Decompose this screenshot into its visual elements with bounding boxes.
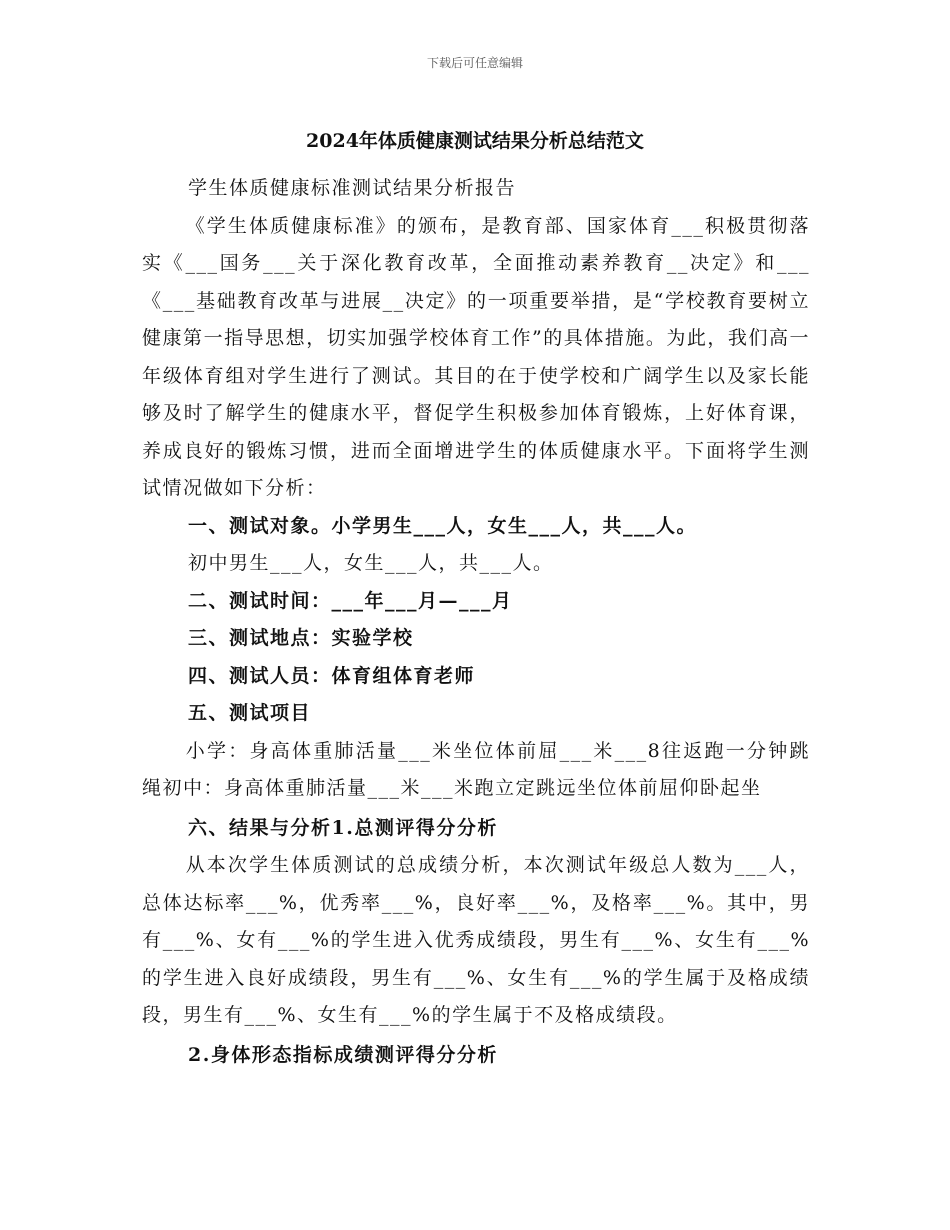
section-3-heading: 三、测试地点：实验学校 [188,627,414,649]
section-5-heading: 五、测试项目 [188,702,312,724]
section-5-content: 小学：身高体重肺活量___米坐位体前屈___米___8往返跑一分钟跳绳初中：身高体重肺活量___米___米跑立定跳远坐位体前屈仰卧起坐 [142,739,810,799]
report-subtitle: 学生体质健康标准测试结果分析报告 [188,177,517,199]
document-title: 2024年体质健康测试结果分析总结范文 [306,130,644,152]
section-1-heading: 一、测试对象。小学男生___人，女生___人，共___人。 [188,514,698,537]
document-body [142,170,810,1074]
header-note: 下载后可任意编辑 [426,56,523,70]
intro-paragraph: 《学生体质健康标准》的颁布，是教育部、国家体育___积极贯彻落实《___国务___关于深化教育改革，全面推动素养教育__决定》和___《___基础教育改革与进展__决定》的一项重要举措，是“学校教育要树立健康第一指导思想，切实加强学校体育工作”的具体措施。为此，我们高一年级体育组对学生进行了测试。其目的在于使学校和广阔学生以及家长能够及时了解学生的健康水平，督促学生积极参加体育锻炼，上好体育课，养成良好的锻炼习惯，进而全面增进学生的体质健康水平。下面将学生测试情况做如下分析： [142,214,810,499]
section-6-content: 从本次学生体质测试的总成绩分析，本次测试年级总人数为___人，总体达标率___%，优秀率___%，良好率___%，及格率___%。其中，男有___%、女有___%的学生进入优秀成绩段，男生有___%、女生有___%的学生进入良好成绩段，男生有___%、女生有___%的学生属于及格成绩段，男生有___%、女生有___%的学生属于不及格成绩段。 [142,854,810,1026]
section-6-2-heading: 2.身体形态指标成绩测评得分分析 [188,1043,498,1066]
section-4-heading: 四、测试人员：体育组体育老师 [188,664,476,687]
section-1-detail: 初中男生___人，女生___人，共___人。 [188,552,554,574]
section-2-heading: 二、测试时间：___年___月—___月 [188,589,513,612]
section-6-heading: 六、结果与分析1.总测评得分分析 [188,816,498,839]
